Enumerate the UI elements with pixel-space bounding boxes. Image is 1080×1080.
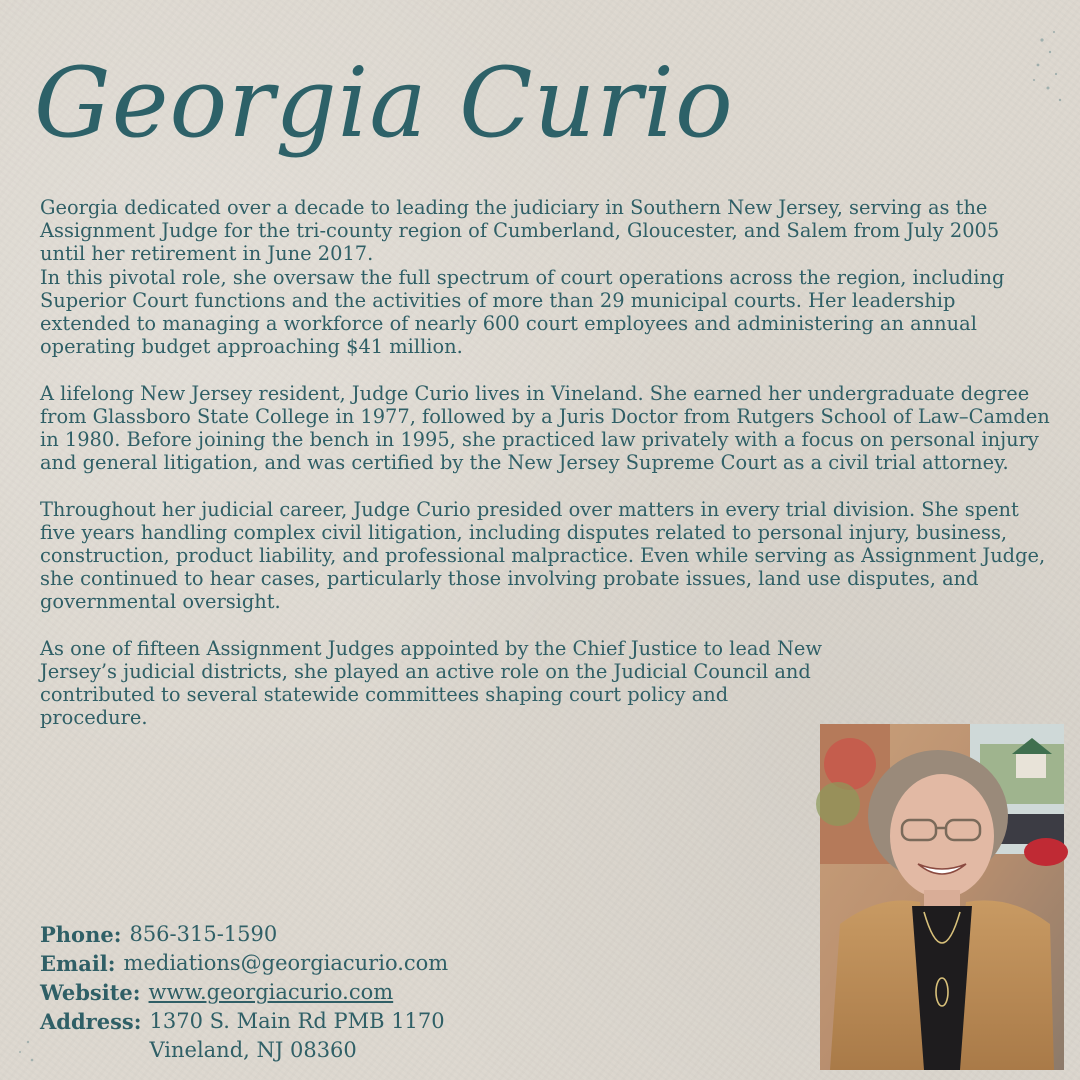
contact-website-row — [40, 978, 448, 1007]
address-line-2: Vineland, NJ 08360 — [149, 1038, 357, 1062]
page-title-text: Georgia Curio — [34, 47, 734, 159]
bio-paragraph-4: As one of fifteen Assignment Judges appointed by the Chief Justice to lead New Jersey’s judicial districts, she played an active role on the Judicial Council and contributed to several statewide committees shaping court policy and procedure. — [40, 636, 823, 730]
email-label: Email: — [40, 951, 116, 976]
email-value: mediations@georgiacurio.com — [123, 951, 449, 975]
address-label: Address: — [40, 1009, 142, 1034]
contact-address-row — [40, 1007, 448, 1065]
website-label: Website: — [40, 980, 141, 1005]
page-title — [30, 18, 734, 178]
decorative-dots-top-right — [990, 10, 1070, 130]
bio-paragraph-2: A lifelong New Jersey resident, Judge Curio lives in Vineland. She earned her undergraduate degree from Glassboro State College in 1977, followed by a Juris Doctor from Rutgers School of Law–Camden in 1980. Before joining the bench in 1995, she practiced law privately with a focus on personal injury and general litigation, and was certified by the New Jersey Supreme Court as a civil trial attorney. — [40, 381, 1050, 475]
phone-value: 856-315-1590 — [129, 922, 278, 946]
contact-email-row — [40, 949, 448, 978]
website-link[interactable]: www.georgiacurio.com — [148, 980, 394, 1004]
contact-phone-row — [40, 920, 448, 949]
bio-paragraph-1a: Georgia dedicated over a decade to leading the judiciary in Southern New Jersey, serving as the Assignment Judge for the tri-county region of Cumberland, Gloucester, and Salem from July 2005 until her retirement in June 2017. — [40, 196, 1000, 266]
phone-label: Phone: — [40, 922, 122, 947]
bio-paragraph-3: Throughout her judicial career, Judge Curio presided over matters in every trial division. She spent five years handling complex civil litigation, including disputes related to personal injury, business, construction, product liability, and professional malpractice. Even while serving as Assignment Judge, she continued to hear cases, particularly those involving probate issues, land use disputes, and governmental oversight. — [40, 497, 1046, 614]
portrait-photo — [820, 724, 1064, 1070]
address-line-1: 1370 S. Main Rd PMB 1170 — [149, 1009, 445, 1033]
bio-paragraph-1b: In this pivotal role, she oversaw the full spectrum of court operations across the region, including Superior Court functions and the activities of more than 29 municipal courts. Her leadership extended to managing a workforce of nearly 600 court employees and administering an annual operating budget approaching $41 million. — [40, 265, 1005, 359]
biography — [40, 196, 1050, 753]
contact-info — [40, 920, 448, 1065]
